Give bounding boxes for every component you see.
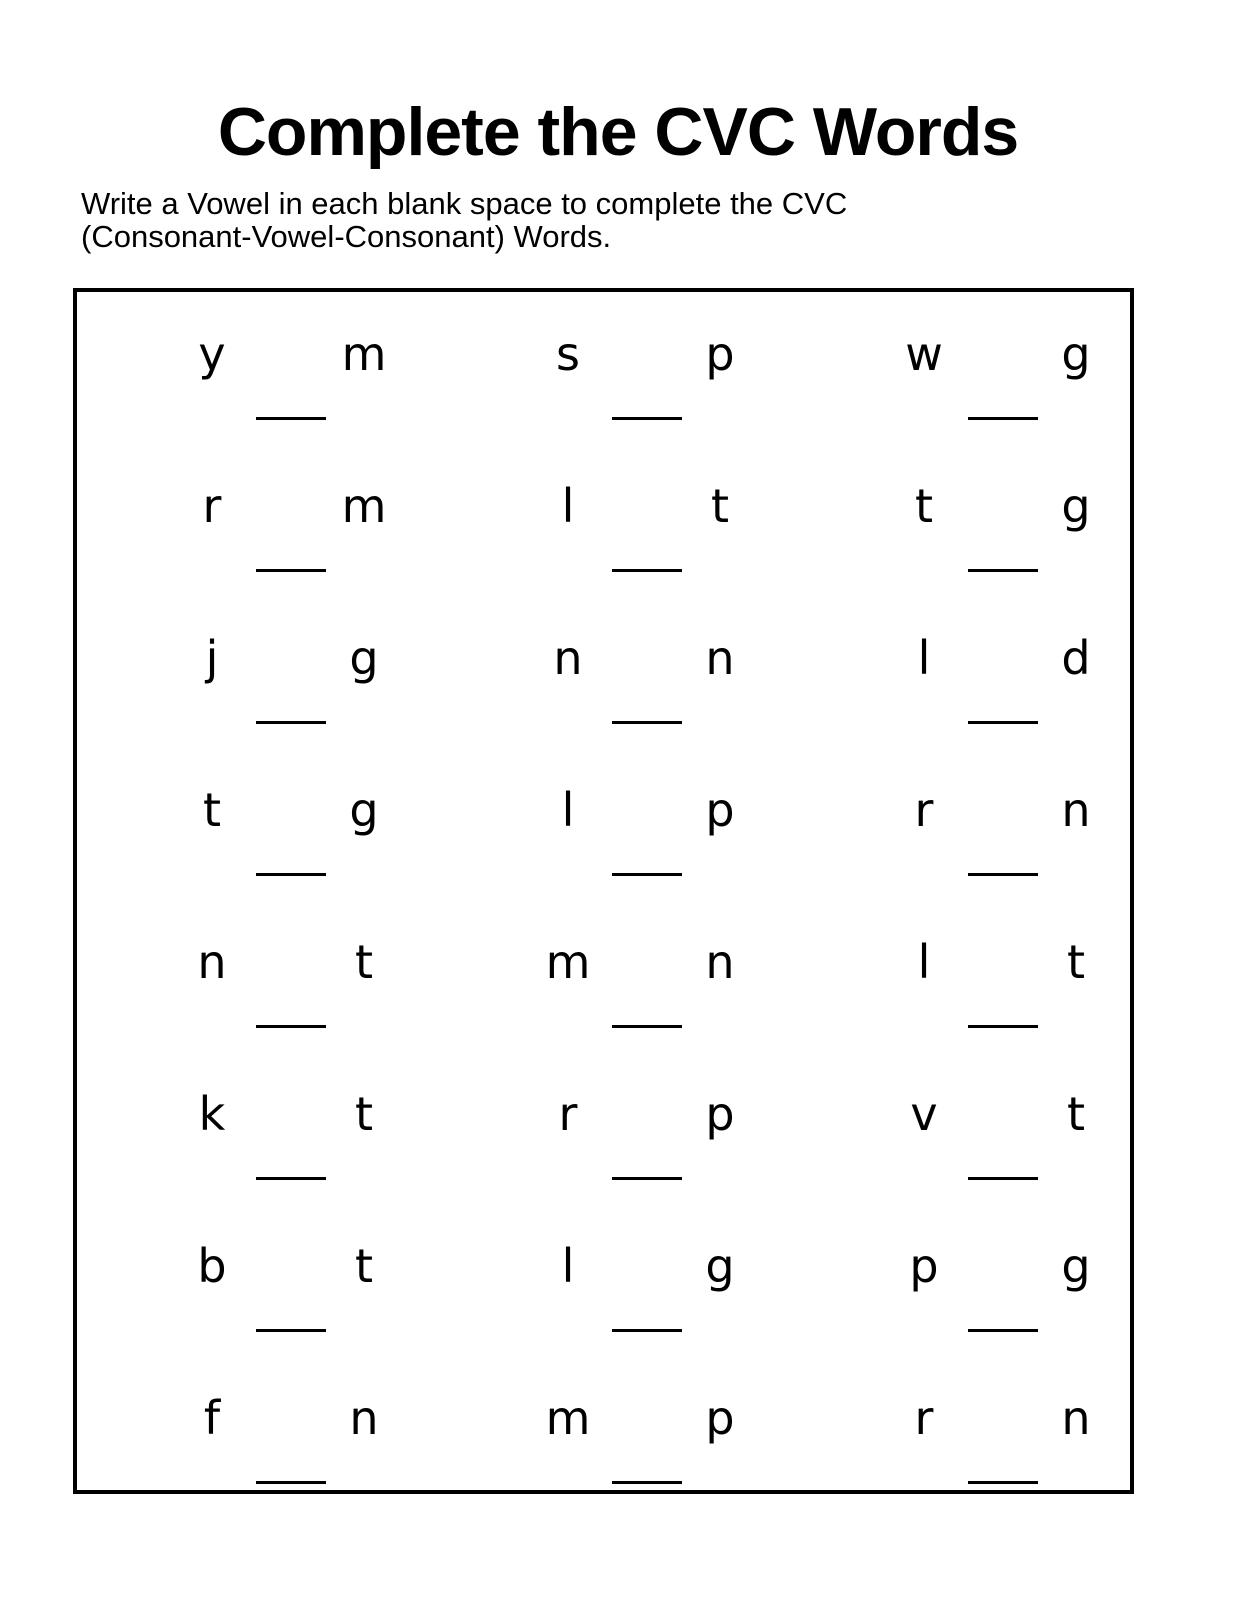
- vowel-blank[interactable]: [968, 1025, 1038, 1028]
- first-consonant: r: [914, 1391, 934, 1445]
- first-consonant: n: [553, 631, 583, 685]
- cvc-word: [114, 314, 414, 454]
- first-consonant: m: [545, 935, 591, 989]
- first-consonant: w: [905, 327, 943, 381]
- first-consonant: l: [917, 935, 931, 989]
- first-consonant: r: [914, 783, 934, 837]
- last-consonant: t: [354, 935, 374, 989]
- vowel-blank[interactable]: [256, 1329, 326, 1332]
- vowel-blank[interactable]: [968, 569, 1038, 572]
- cvc-word: [470, 1378, 770, 1518]
- first-consonant: b: [197, 1239, 227, 1293]
- cvc-word: [470, 466, 770, 606]
- vowel-blank[interactable]: [256, 721, 326, 724]
- vowel-blank[interactable]: [968, 417, 1038, 420]
- cvc-word: [470, 922, 770, 1062]
- first-consonant: p: [909, 1239, 939, 1293]
- vowel-blank[interactable]: [256, 1025, 326, 1028]
- cvc-word: [470, 618, 770, 758]
- vowel-blank[interactable]: [968, 1177, 1038, 1180]
- last-consonant: m: [341, 479, 387, 533]
- last-consonant: g: [349, 631, 379, 685]
- worksheet-title: Complete the CVC Words: [217, 94, 1019, 170]
- cvc-word: [826, 466, 1126, 606]
- last-consonant: t: [354, 1087, 374, 1141]
- cvc-word: [114, 1074, 414, 1214]
- first-consonant: r: [558, 1087, 578, 1141]
- cvc-word: [826, 314, 1126, 454]
- last-consonant: n: [1061, 1391, 1091, 1445]
- vowel-blank[interactable]: [612, 1025, 682, 1028]
- first-consonant: v: [910, 1087, 938, 1141]
- first-consonant: l: [917, 631, 931, 685]
- first-consonant: l: [561, 1239, 575, 1293]
- last-consonant: m: [341, 327, 387, 381]
- last-consonant: n: [349, 1391, 379, 1445]
- vowel-blank[interactable]: [256, 1481, 326, 1484]
- first-consonant: y: [198, 327, 226, 381]
- last-consonant: g: [349, 783, 379, 837]
- vowel-blank[interactable]: [968, 721, 1038, 724]
- first-consonant: f: [203, 1391, 221, 1445]
- vowel-blank[interactable]: [256, 417, 326, 420]
- last-consonant: n: [1061, 783, 1091, 837]
- last-consonant: t: [1066, 935, 1086, 989]
- last-consonant: t: [354, 1239, 374, 1293]
- vowel-blank[interactable]: [968, 873, 1038, 876]
- first-consonant: l: [561, 479, 575, 533]
- cvc-word: [826, 1226, 1126, 1366]
- vowel-blank[interactable]: [256, 873, 326, 876]
- cvc-word: [826, 922, 1126, 1062]
- cvc-word: [826, 618, 1126, 758]
- vowel-blank[interactable]: [612, 417, 682, 420]
- vowel-blank[interactable]: [612, 1177, 682, 1180]
- last-consonant: n: [705, 631, 735, 685]
- cvc-word: [826, 1074, 1126, 1214]
- cvc-word: [470, 770, 770, 910]
- first-consonant: r: [202, 479, 222, 533]
- first-consonant: n: [197, 935, 227, 989]
- first-consonant: l: [561, 783, 575, 837]
- vowel-blank[interactable]: [612, 569, 682, 572]
- vowel-blank[interactable]: [612, 721, 682, 724]
- instructions-text: Write a Vowel in each blank space to complete the CVC (Consonant-Vowel-Consonant) Words.: [81, 186, 848, 254]
- cvc-word: [826, 770, 1126, 910]
- cvc-word: [114, 618, 414, 758]
- cvc-word: [470, 1226, 770, 1366]
- vowel-blank[interactable]: [256, 569, 326, 572]
- word-grid: [73, 288, 1134, 1494]
- last-consonant: p: [705, 327, 735, 381]
- last-consonant: g: [705, 1239, 735, 1293]
- cvc-word: [114, 770, 414, 910]
- last-consonant: d: [1061, 631, 1091, 685]
- cvc-word: [826, 1378, 1126, 1518]
- last-consonant: p: [705, 1087, 735, 1141]
- vowel-blank[interactable]: [612, 873, 682, 876]
- first-consonant: t: [914, 479, 934, 533]
- last-consonant: g: [1061, 1239, 1091, 1293]
- last-consonant: n: [705, 935, 735, 989]
- last-consonant: p: [705, 783, 735, 837]
- last-consonant: t: [1066, 1087, 1086, 1141]
- last-consonant: t: [710, 479, 730, 533]
- cvc-word: [114, 1378, 414, 1518]
- vowel-blank[interactable]: [612, 1481, 682, 1484]
- vowel-blank[interactable]: [256, 1177, 326, 1180]
- first-consonant: m: [545, 1391, 591, 1445]
- last-consonant: g: [1061, 327, 1091, 381]
- last-consonant: p: [705, 1391, 735, 1445]
- cvc-word: [470, 1074, 770, 1214]
- vowel-blank[interactable]: [968, 1329, 1038, 1332]
- vowel-blank[interactable]: [968, 1481, 1038, 1484]
- last-consonant: g: [1061, 479, 1091, 533]
- cvc-word: [114, 922, 414, 1062]
- cvc-word: [114, 1226, 414, 1366]
- first-consonant: t: [202, 783, 222, 837]
- cvc-word: [114, 466, 414, 606]
- first-consonant: j: [205, 631, 219, 685]
- first-consonant: s: [556, 327, 580, 381]
- vowel-blank[interactable]: [612, 1329, 682, 1332]
- first-consonant: k: [198, 1087, 226, 1141]
- cvc-word: [470, 314, 770, 454]
